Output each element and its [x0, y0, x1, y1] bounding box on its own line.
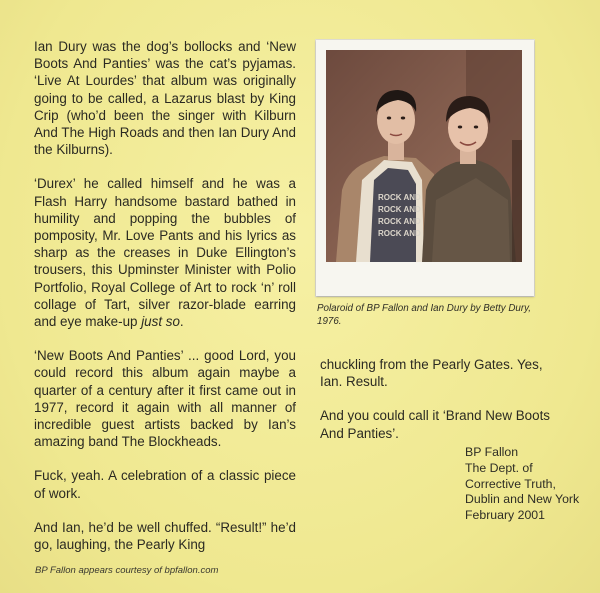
signature-line: Dublin and New York — [465, 492, 580, 507]
svg-text:ROCK AND: ROCK AND — [378, 193, 421, 202]
photo-illustration — [326, 50, 522, 262]
credit-line: BP Fallon appears courtesy of bpfallon.com — [35, 565, 219, 576]
signature-date: February 2001 — [465, 508, 545, 523]
paragraph: chuckling from the Pearly Gates. Yes, Ian. Result. — [320, 357, 543, 390]
signature-line: The Dept. of — [465, 460, 533, 475]
paragraph: Ian Dury was the dog’s bollocks and ‘New Boots And Panties’ was the cat’s pyjamas. ‘Live At Lourdes’ that album was originally going to be called, a Lazarus blast by King Crip (who’d been the singer with Kilburn And The High Roads and then Ian Dury And the Kilburns). — [34, 39, 296, 158]
signature-line: Corrective Truth, — [465, 476, 556, 491]
paragraph: And you could call it ‘Brand New Boots And Panties’. — [320, 408, 550, 441]
paragraph — [34, 175, 296, 330]
paragraph: Fuck, yeah. A celebration of a classic piece of work. — [34, 468, 296, 501]
text-column-right — [320, 356, 552, 459]
polaroid-photo — [316, 40, 534, 296]
text-column-left — [34, 38, 296, 570]
svg-text:ROCK AND: ROCK AND — [378, 229, 421, 238]
paragraph: And Ian, he’d be well chuffed. “Result!” he’d go, laughing, the Pearly King — [34, 519, 296, 553]
signature-block — [465, 445, 579, 524]
emphasis-text: just so — [141, 314, 180, 330]
svg-text:ROCK AND: ROCK AND — [378, 217, 421, 226]
paragraph: ‘New Boots And Panties’ ... good Lord, you could record this album again maybe a quarter of a century after it first came out in 1977, record it again with all manner of incredible guest artists backed by Ian’s amazing band The Blockheads. — [34, 348, 296, 450]
signature-name: BP Fallon — [465, 445, 519, 459]
paragraph-text: ‘Durex’ he called himself and he was a Flash Harry handsome bastard bathed in humility and popping the bubbles of pomposity, Mr. Love Pants and his lyrics as sharp as the creases in Duke Ellington’s trousers, this Upminster Minister with Polio Portfolio, Royal College of Art to rock ‘n’ roll collage of Tart, silver razor-blade earring and eye make-up — [34, 176, 296, 330]
paragraph-end: . — [179, 314, 184, 330]
svg-text:ROCK AND: ROCK AND — [378, 205, 421, 214]
photo-image — [326, 50, 522, 262]
photo-caption: Polaroid of BP Fallon and Ian Dury by Betty Dury, 1976. — [317, 303, 532, 327]
